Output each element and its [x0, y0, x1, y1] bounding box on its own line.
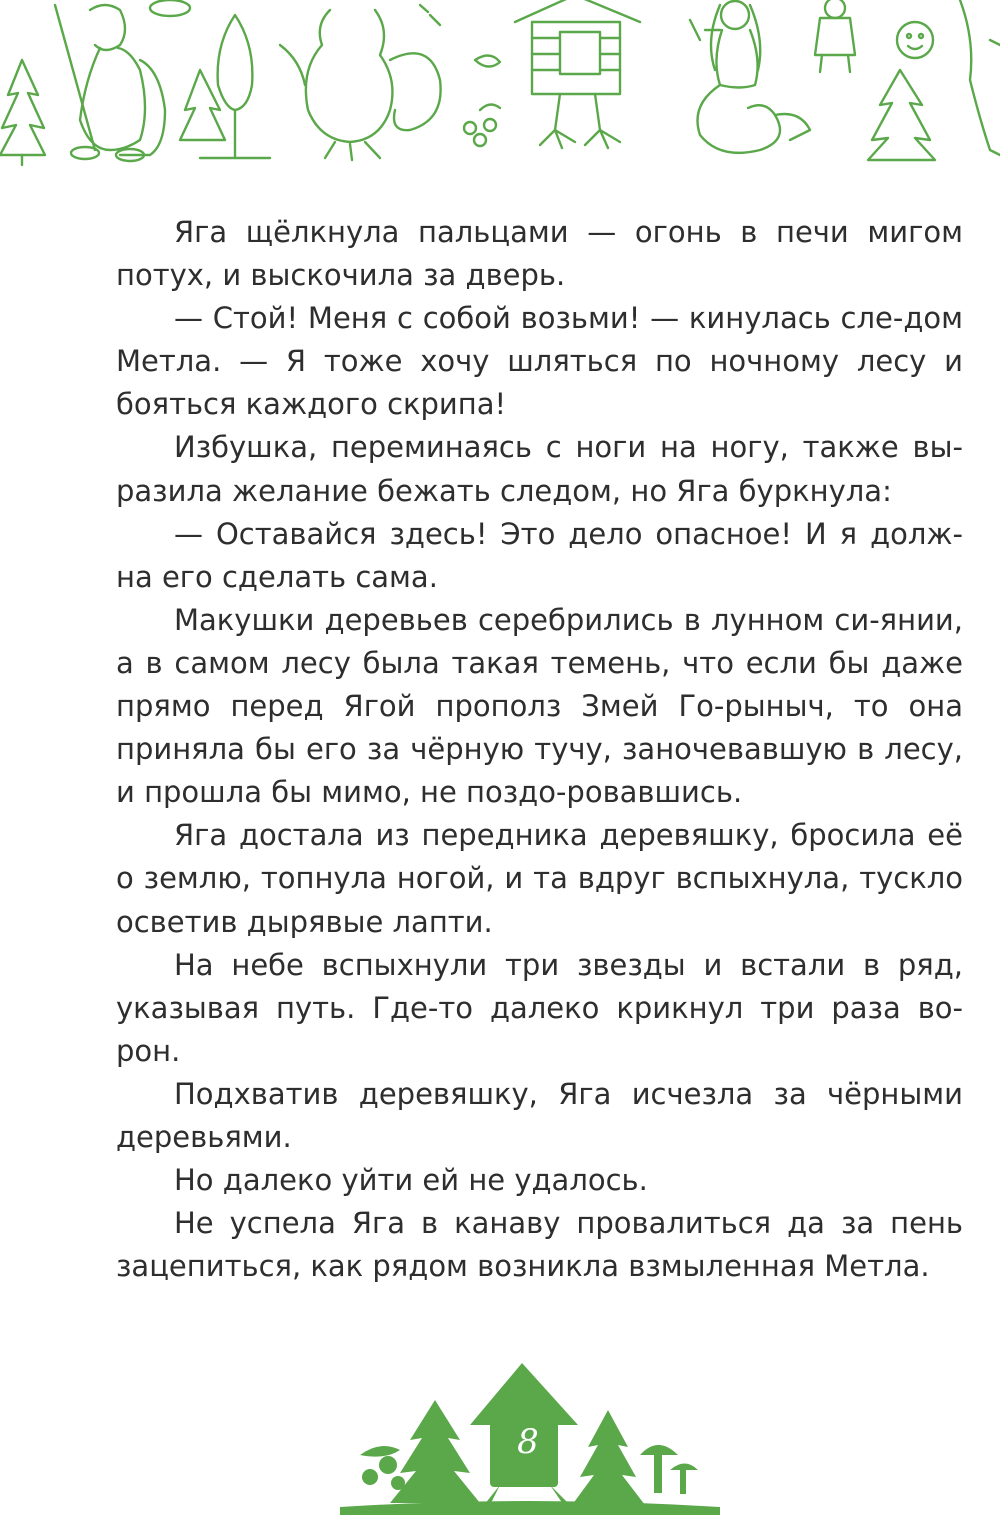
- right-edge-figure-icon: [960, 0, 1000, 155]
- paragraph: — Стой! Меня с собой возьми! — кинулась сле-дом Метла. — Я тоже хочу шляться по ночному лесу и бояться каждого скрипа!: [116, 301, 963, 422]
- fir-tree-icon: [0, 60, 45, 165]
- header-illustration: [0, 0, 1000, 170]
- right-fir-icon: [868, 70, 935, 160]
- paragraph: Подхватив деревяшку, Яга исчезла за чёрными деревьями.: [116, 1076, 963, 1154]
- footer-berries-icon: [360, 1446, 405, 1490]
- man-figure-icon: [815, 0, 855, 72]
- paragraph: Не успела Яга в канаву провалиться да за пень зацепиться, как рядом возникла взмыленная Метла.: [116, 1206, 963, 1284]
- hut-on-chicken-legs-icon: [515, 0, 640, 148]
- paragraph: Макушки деревьев серебрились в лунном си-янии, а в самом лесу была такая темень, что если бы даже прямо перед Ягой прополз Змей Го-рыныч, то она приняла бы его за чёрную тучу, заночевавшую в лесу, и прошла бы мимо, не поздо-ровавшись.: [116, 602, 963, 810]
- paragraph: — Оставайся здесь! Это дело опасное! И я долж-на его сделать сама.: [116, 516, 963, 594]
- paragraph: Яга щёлкнула пальцами — огонь в печи мигом потух, и выскочила за дверь.: [116, 215, 963, 293]
- footer-fir-left-icon: [390, 1400, 480, 1503]
- paragraph: Яга достала из передника деревяшку, бросила её о землю, топнула ногой, и та вдруг вспыхнула, тускло осветив дырявые лапти.: [116, 818, 963, 939]
- paragraph: На небе вспыхнули три звезды и встали в ряд, указывая путь. Где-то далеко крикнул три раза во-рон.: [116, 947, 963, 1068]
- leaf-icon: [150, 0, 190, 16]
- old-woman-figure-icon: [55, 5, 165, 161]
- story-text: [116, 211, 963, 1288]
- birch-tree-icon: [200, 15, 270, 158]
- mermaid-figure-icon: [690, 1, 810, 153]
- footer-fir-right-icon: [572, 1410, 645, 1505]
- berries-icon: [464, 55, 500, 146]
- kolobok-icon: [897, 22, 933, 58]
- paragraph: Избушка, переминаясь с ноги на ногу, также вы-разила желание бежать следом, но Яга буркнула:: [116, 430, 963, 508]
- dragon-figure-icon: [280, 5, 441, 160]
- page-number: 8: [517, 1422, 539, 1462]
- paragraph: Но далеко уйти ей не удалось.: [174, 1163, 648, 1198]
- footer-mushroom-icon: [640, 1445, 698, 1494]
